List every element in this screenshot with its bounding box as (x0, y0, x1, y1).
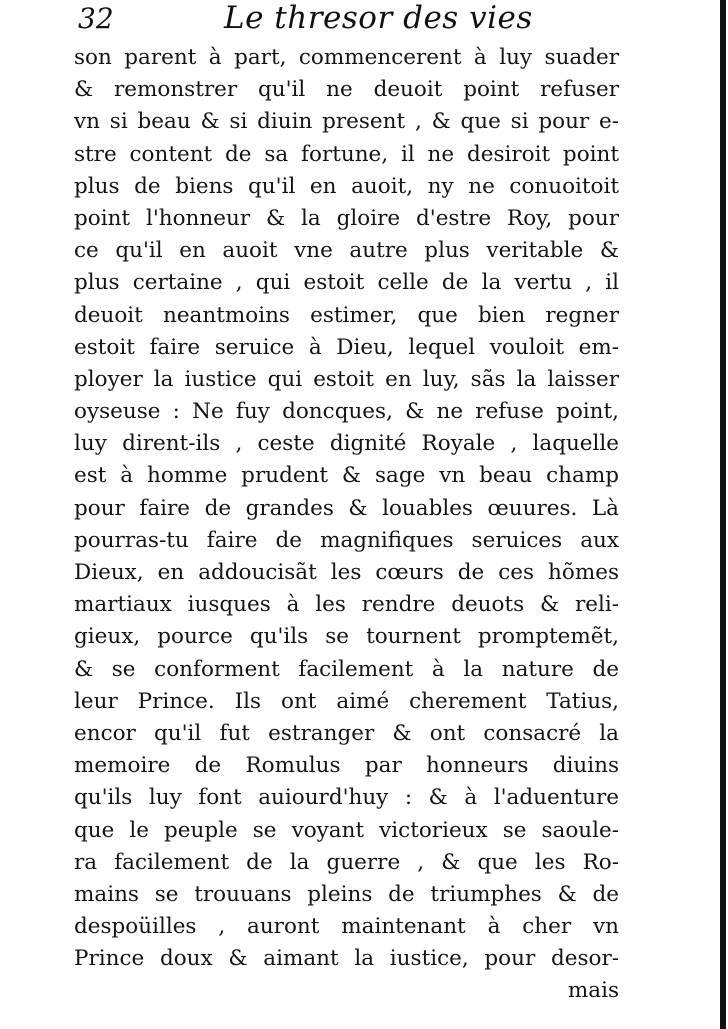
text-line: plus de biens qu'il en auoit, ny ne conuoitoit (74, 173, 619, 199)
text-line: deuoit neantmoins estimer, que bien regner (74, 302, 619, 328)
text-line: oyseuse : Ne fuy doncques, & ne refuse point, (74, 399, 619, 425)
text-line: pour faire de grandes & louables œuures. Là (74, 495, 619, 521)
catchword: mais (567, 978, 619, 1004)
text-line: mains se trouuans pleins de triumphes & de (74, 881, 619, 907)
page-header (74, 0, 634, 40)
text-line: gieux, pource qu'ils se tournent promptemẽt, (74, 624, 619, 650)
body-text (74, 42, 619, 1008)
text-line: qu'ils luy font auiourd'huy : & à l'aduenture (74, 785, 619, 811)
text-line: est à homme prudent & sage vn beau champ (74, 463, 619, 489)
text-line: plus certaine , qui estoit celle de la vertu , il (74, 270, 619, 296)
text-line: pourras-tu faire de magnifiques seruices aux (74, 527, 619, 553)
text-line: vn si beau & si diuin present , & que si pour e- (74, 109, 619, 135)
text-line: luy dirent-ils , ceste dignité Royale , laquelle (74, 431, 619, 457)
text-line: leur Prince. Ils ont aimé cherement Tatius, (74, 688, 619, 714)
text-line: ra facilement de la guerre , & que les Ro- (74, 849, 619, 875)
text-line: Dieux, en addoucisãt les cœurs de ces hõmes (74, 560, 619, 585)
text-line: encor qu'il fut estranger & ont consacré la (74, 720, 619, 746)
text-line: Prince doux & aimant la iustice, pour desor- (74, 946, 619, 972)
running-title: Le thresor des vies (224, 0, 533, 36)
text-line: ployer la iustice qui estoit en luy, sãs la laisser (74, 366, 619, 392)
text-line: stre content de sa fortune, il ne desiroit point (74, 141, 619, 167)
binding-edge (720, 0, 726, 1029)
text-line: ce qu'il en auoit vne autre plus veritable & (74, 238, 619, 264)
text-line: martiaux iusques à les rendre deuots & reli- (74, 592, 619, 618)
text-line: point l'honneur & la gloire d'estre Roy, pour (74, 205, 619, 231)
text-line: son parent à part, commencerent à luy suader (74, 45, 619, 70)
text-line: & remonstrer qu'il ne deuoit point refuser (74, 77, 619, 103)
text-line: despoüilles , auront maintenant à cher vn (74, 914, 619, 940)
text-line: que le peuple se voyant victorieux se saoule- (74, 817, 619, 843)
text-line: & se conforment facilement à la nature de (74, 656, 619, 682)
text-line: estoit faire seruice à Dieu, lequel vouloit em- (74, 334, 619, 360)
page-number: 32 (78, 2, 114, 35)
text-line: memoire de Romulus par honneurs diuins (74, 753, 619, 779)
